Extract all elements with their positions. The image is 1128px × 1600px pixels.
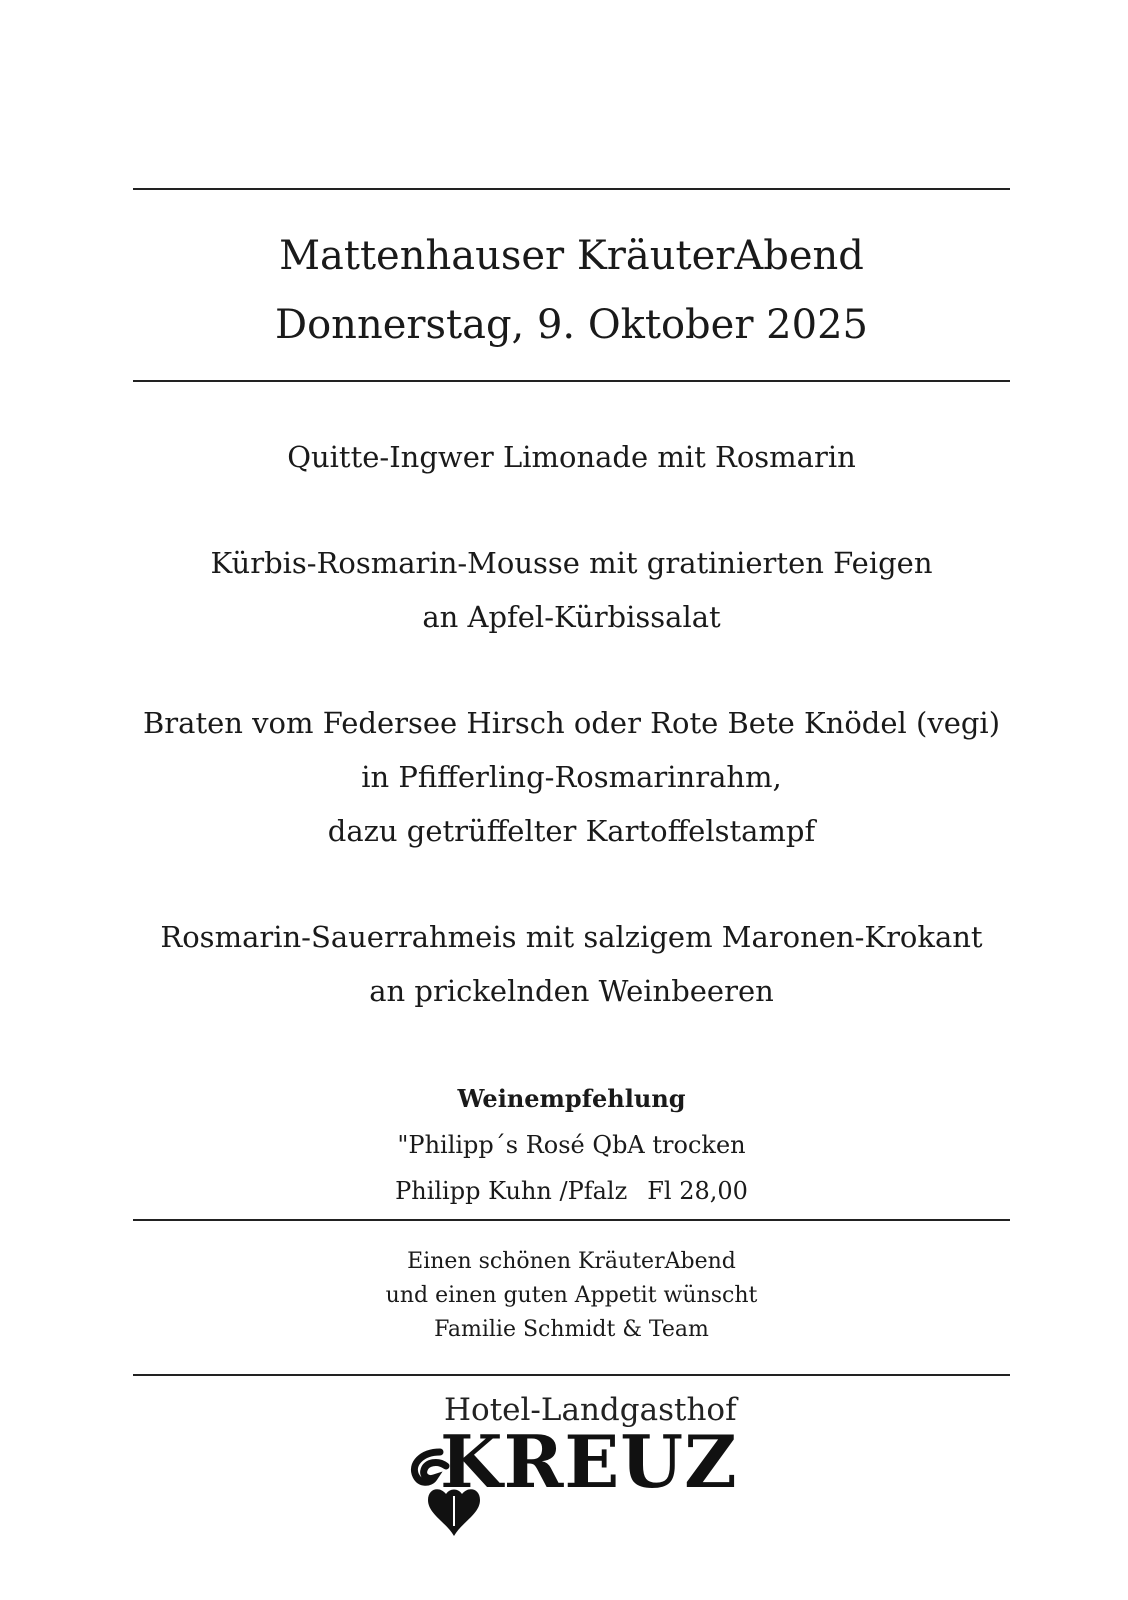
divider-above-logo [133,1374,1010,1376]
menu [133,430,1010,1018]
course-line: dazu getrüffelter Kartoffelstampf [327,814,816,848]
course-drink [133,430,1010,484]
hotel-logo [400,1392,740,1542]
course-starter [133,536,1010,644]
course-line: Quitte-Ingwer Limonade mit Rosmarin [287,440,856,474]
course-line: Braten vom Federsee Hirsch oder Rote Bete Knödel (vegi) [142,706,1001,740]
divider-top [133,188,1010,190]
course-line: an Apfel-Kürbissalat [422,600,721,634]
page-title: Mattenhauser KräuterAbend [279,233,864,279]
course-line: in Pfifferling-Rosmarinrahm, [361,760,782,794]
closing-line: und einen guten Appetit wünscht [385,1283,758,1308]
closing-signature: Familie Schmidt & Team [434,1317,709,1342]
header [133,222,1010,360]
divider-above-closing [133,1219,1010,1221]
logo-name: KREUZ [440,1419,738,1504]
closing-line: Einen schönen KräuterAbend [407,1249,736,1274]
wine-producer: Philipp Kuhn /Pfalz [395,1177,628,1205]
logo-subtitle: Hotel-Landgasthof [444,1392,737,1428]
wine-price: Fl 28,00 [647,1177,748,1205]
wine-producer-line [133,1168,1010,1214]
closing-message [133,1245,1010,1347]
course-line: Rosmarin-Sauerrahmeis mit salzigem Maronen-Krokant [160,920,983,954]
course-line: an prickelnden Weinbeeren [369,974,774,1008]
divider-below-title [133,380,1010,382]
course-line: Kürbis-Rosmarin-Mousse mit gratinierten Feigen [210,546,933,580]
event-date: Donnerstag, 9. Oktober 2025 [275,302,868,348]
wine-name: "Philipp´s Rosé QbA trocken [397,1131,746,1159]
wine-recommendation [133,1076,1010,1214]
wine-heading: Weinempfehlung [457,1084,686,1113]
course-main [133,696,1010,858]
course-dessert [133,910,1010,1018]
